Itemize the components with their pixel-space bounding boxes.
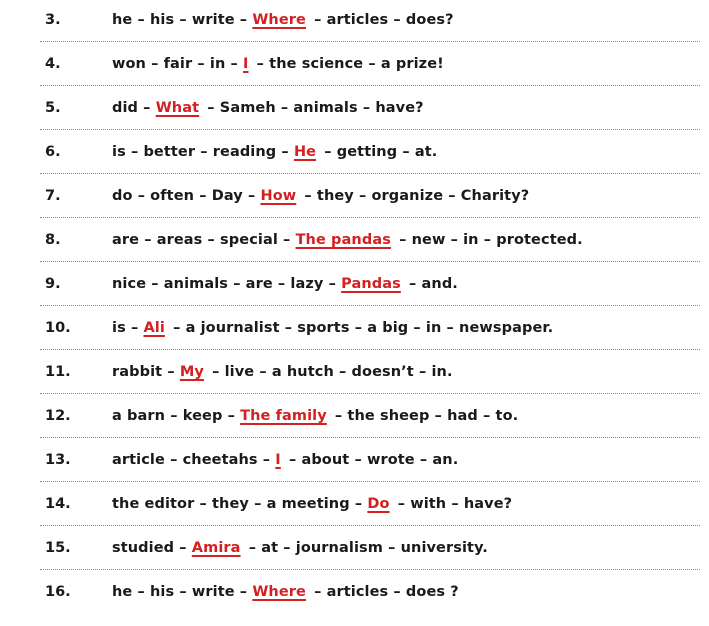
words-before: did – (112, 100, 156, 116)
item-number: 9. (45, 276, 61, 292)
scrambled-sentence (112, 362, 453, 382)
answer-word: Ali (143, 320, 165, 336)
answer-word: I (275, 452, 281, 468)
answer-line (40, 261, 700, 262)
item-number: 14. (45, 496, 71, 512)
scrambled-sentence (112, 186, 529, 206)
item-number: 4. (45, 56, 61, 72)
item-number: 11. (45, 364, 71, 380)
item-number: 13. (45, 452, 71, 468)
answer-line (40, 393, 700, 394)
answer-line (40, 305, 700, 306)
exercise-row (0, 450, 709, 494)
words-before: he – his – write – (112, 584, 253, 600)
exercise-row (0, 318, 709, 362)
words-after: – Sameh – animals – have? (202, 100, 424, 116)
answer-word: My (179, 364, 204, 380)
answer-line (40, 481, 700, 482)
words-after: – at – journalism – university. (243, 540, 488, 556)
exercise-row (0, 98, 709, 142)
scrambled-sentence (112, 54, 444, 74)
answer-word: Do (367, 496, 390, 512)
words-before: he – his – write – (112, 12, 253, 28)
words-before: the editor – they – a meeting – (112, 496, 368, 512)
item-number: 5. (45, 100, 61, 116)
answer-word: The pandas (295, 232, 391, 248)
scrambled-sentence (112, 230, 583, 250)
words-before: is – (112, 320, 144, 336)
answer-line (40, 217, 700, 218)
exercise-row (0, 494, 709, 538)
exercise-row (0, 142, 709, 186)
words-after: – a journalist – sports – a big – in – newspaper. (167, 320, 554, 336)
answer-word: I (243, 56, 249, 72)
item-number: 3. (45, 12, 61, 28)
words-before: is – better – reading – (112, 144, 294, 160)
words-after: – the sheep – had – to. (329, 408, 519, 424)
words-after: – they – organize – Charity? (299, 188, 530, 204)
answer-word: Where (252, 584, 306, 600)
exercise-row (0, 186, 709, 230)
scrambled-sentence (112, 538, 488, 558)
scrambled-sentence (112, 450, 458, 470)
scrambled-sentence (112, 142, 437, 162)
words-before: won – fair – in – (112, 56, 244, 72)
words-before: are – areas – special – (112, 232, 296, 248)
item-number: 10. (45, 320, 71, 336)
words-before: do – often – Day – (112, 188, 261, 204)
exercise-row (0, 230, 709, 274)
answer-word: Where (252, 12, 306, 28)
words-after: – articles – does ? (308, 584, 459, 600)
scrambled-sentence (112, 494, 512, 514)
answer-line (40, 85, 700, 86)
scrambled-sentence (112, 98, 424, 118)
exercise-row (0, 274, 709, 318)
words-after: – about – wrote – an. (283, 452, 459, 468)
scrambled-sentence (112, 318, 553, 338)
answer-line (40, 41, 700, 42)
item-number: 6. (45, 144, 61, 160)
exercise-row (0, 362, 709, 406)
words-after: – live – a hutch – doesn’t – in. (206, 364, 453, 380)
words-after: – new – in – protected. (393, 232, 583, 248)
exercise-row (0, 54, 709, 98)
answer-word: What (155, 100, 200, 116)
item-number: 8. (45, 232, 61, 248)
words-after: – with – have? (392, 496, 513, 512)
answer-line (40, 173, 700, 174)
answer-line (40, 129, 700, 130)
scrambled-sentence (112, 10, 454, 30)
answer-line (40, 525, 700, 526)
exercise-row (0, 10, 709, 54)
answer-word: How (260, 188, 297, 204)
answer-word: Amira (191, 540, 241, 556)
answer-line (40, 437, 700, 438)
words-before: studied – (112, 540, 192, 556)
answer-word: Pandas (341, 276, 401, 292)
scrambled-sentence (112, 406, 518, 426)
answer-line (40, 569, 700, 570)
answer-word: The family (240, 408, 327, 424)
exercise-row (0, 582, 709, 626)
scrambled-sentence (112, 582, 459, 602)
scrambled-sentence (112, 274, 458, 294)
words-before: rabbit – (112, 364, 180, 380)
words-after: – articles – does? (308, 12, 454, 28)
exercise-row (0, 406, 709, 450)
words-before: nice – animals – are – lazy – (112, 276, 342, 292)
exercise-row (0, 538, 709, 582)
answer-word: He (293, 144, 317, 160)
words-after: – getting – at. (319, 144, 438, 160)
answer-line (40, 349, 700, 350)
words-after: – the science – a prize! (251, 56, 444, 72)
item-number: 16. (45, 584, 71, 600)
item-number: 12. (45, 408, 71, 424)
words-before: a barn – keep – (112, 408, 241, 424)
item-number: 15. (45, 540, 71, 556)
words-before: article – cheetahs – (112, 452, 276, 468)
item-number: 7. (45, 188, 61, 204)
words-after: – and. (403, 276, 458, 292)
